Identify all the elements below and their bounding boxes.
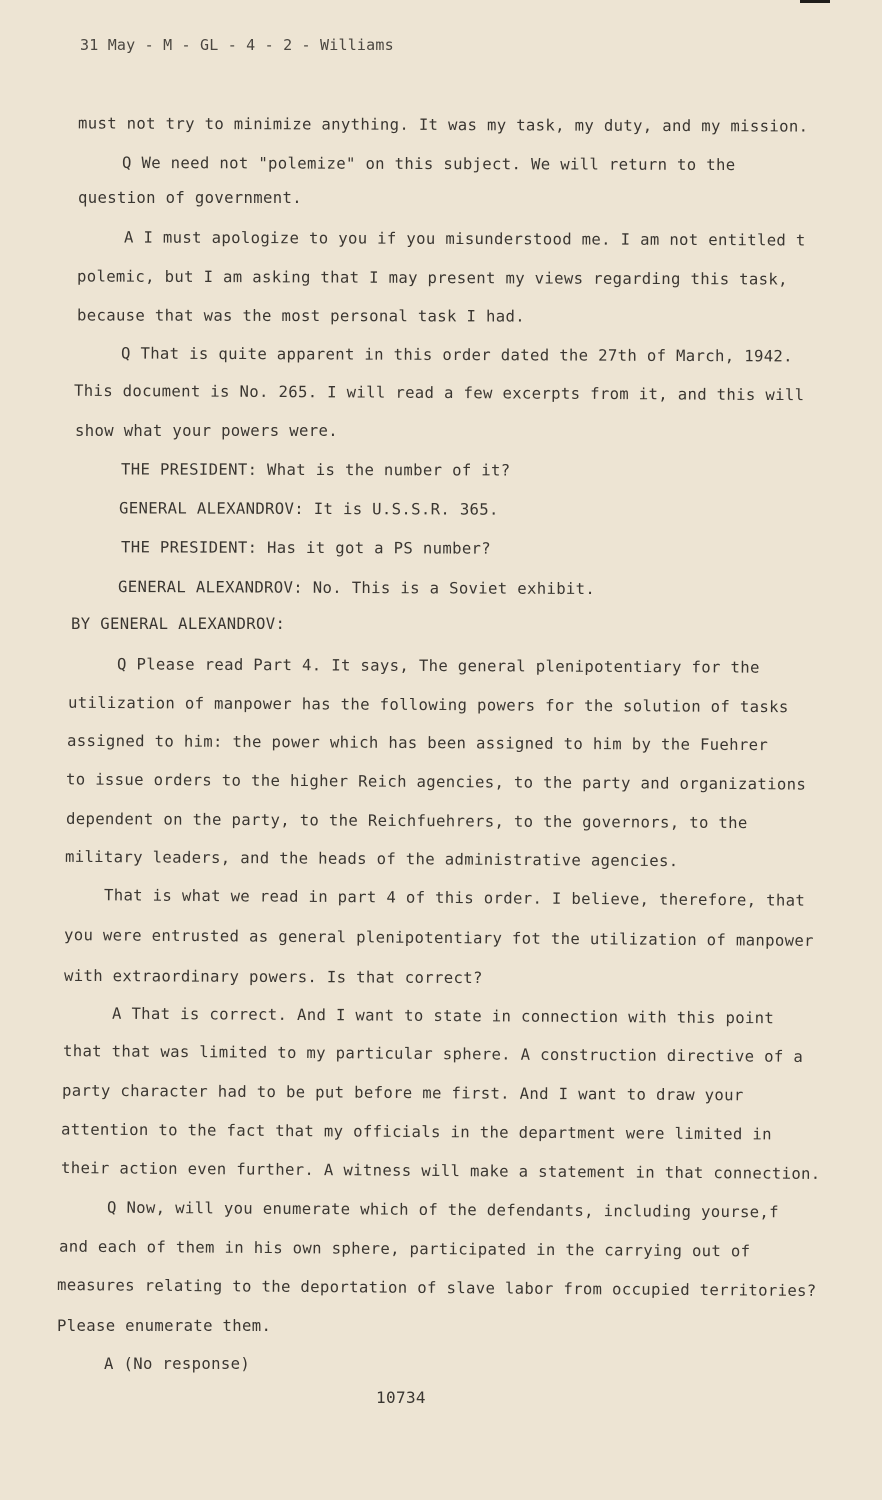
text-line: measures relating to the deportation of slave labor from occupied territories? bbox=[56, 1276, 817, 1300]
text-line: Q That is quite apparent in this order dated the 27th of March, 1942. bbox=[120, 344, 793, 366]
text-line: because that was the most personal task I had. bbox=[76, 306, 525, 326]
text-line: A That is correct. And I want to state in connection with this point bbox=[111, 1004, 775, 1028]
text-line: and each of them in his own sphere, participated in the carrying out of bbox=[58, 1237, 751, 1261]
text-line: you were entrusted as general plenipotentiary fot the utilization of manpower bbox=[63, 926, 814, 950]
text-line: attention to the fact that my officials in the department were limited in bbox=[60, 1120, 772, 1144]
text-line: dependent on the party, to the Reichfuehrers, to the governors, to the bbox=[65, 809, 748, 833]
text-line: Q We need not "polemize" on this subject. We will return to the bbox=[121, 153, 736, 175]
text-line: This document is No. 265. I will read a few excerpts from it, and this will bbox=[73, 381, 805, 405]
text-line: utilization of manpower has the following powers for the solution of tasks bbox=[67, 693, 789, 717]
text-line: A (No response) bbox=[104, 1355, 251, 1373]
text-line: question of government. bbox=[78, 189, 302, 207]
page-number: 10734 bbox=[376, 1388, 426, 1407]
text-line: Q Now, will you enumerate which of the defendants, including yourse,f bbox=[106, 1198, 779, 1222]
text-line: GENERAL ALEXANDROV: No. This is a Soviet exhibit. bbox=[117, 577, 596, 599]
text-line: That is what we read in part 4 of this order. I believe, therefore, that bbox=[103, 886, 806, 910]
text-line: A I must apologize to you if you misunderstood me. I am not entitled t bbox=[123, 228, 806, 250]
text-line: military leaders, and the heads of the administrative agencies. bbox=[64, 847, 679, 871]
text-line: Please enumerate them. bbox=[57, 1317, 272, 1335]
text-line: to issue orders to the higher Reich agencies, to the party and organizations bbox=[65, 770, 807, 794]
text-line: that that was limited to my particular sphere. A construction directive of a bbox=[62, 1042, 804, 1066]
text-line: THE PRESIDENT: Has it got a PS number? bbox=[120, 538, 492, 558]
text-line: with extraordinary powers. Is that correct? bbox=[63, 966, 483, 988]
text-line: their action even further. A witness will make a statement in that connection. bbox=[60, 1159, 821, 1183]
text-line: show what your powers were. bbox=[75, 422, 338, 440]
text-line: party character had to be put before me first. And I want to draw your bbox=[61, 1081, 744, 1105]
text-line: Q Please read Part 4. It says, The general plenipotentiary for the bbox=[116, 655, 760, 677]
text-line: polemic, but I am asking that I may present my views regarding this task, bbox=[76, 267, 788, 289]
text-line: assigned to him: the power which has been assigned to him by the Fuehrer bbox=[66, 731, 769, 755]
text-line: THE PRESIDENT: What is the number of it? bbox=[120, 460, 511, 480]
text-line: GENERAL ALEXANDROV: It is U.S.S.R. 365. bbox=[118, 499, 499, 519]
text-line: BY GENERAL ALEXANDROV: bbox=[71, 615, 286, 633]
corner-mark bbox=[800, 0, 830, 3]
text-line: must not try to minimize anything. It was my task, my duty, and my mission. bbox=[77, 114, 809, 136]
page-header: 31 May - M - GL - 4 - 2 - Williams bbox=[80, 36, 394, 54]
